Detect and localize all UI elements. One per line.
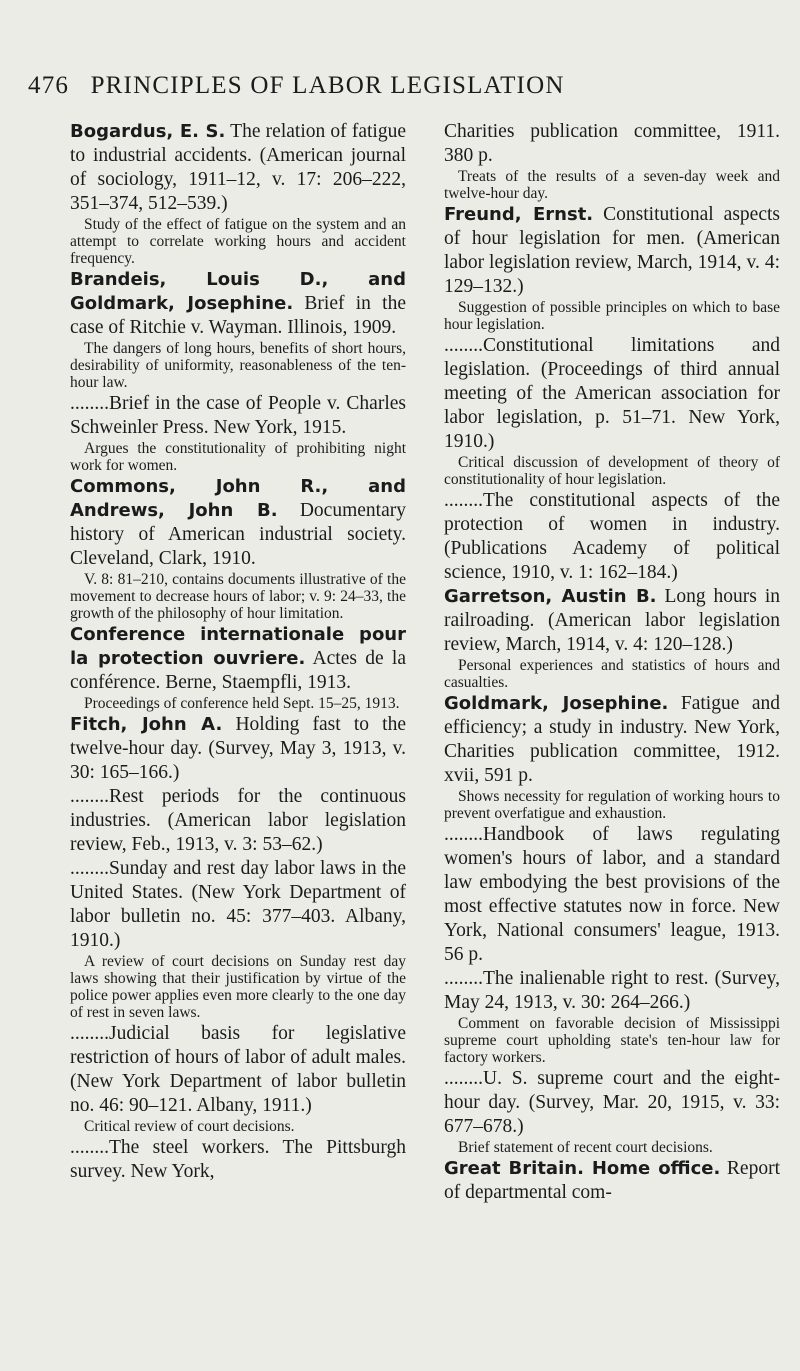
entry-annotation: Comment on favorable decision of Mississippi supreme court upholding state's ten-hour law for factory workers. (444, 1015, 780, 1066)
left-column (70, 120, 406, 1205)
entry-citation (70, 857, 406, 953)
entry-author: Goldmark, Josephine. (444, 693, 669, 714)
bibliography-entry (70, 392, 406, 474)
entry-author: Freund, Ernst. (444, 204, 594, 225)
entry-text: ........The inalienable right to rest. (Survey, May 24, 1913, v. 30: 264–266.) (444, 968, 780, 1013)
entry-text: Constitutional aspects of hour legislation for men. (American labor legislation review, March, 1914, v. 4: 129–132.) (444, 204, 780, 297)
entry-annotation: Brief statement of recent court decisions. (458, 1139, 713, 1156)
entry-citation (70, 268, 406, 340)
bibliography-entry (444, 120, 780, 202)
entry-annotation: Critical review of court decisions. (84, 1118, 295, 1135)
entry-citation (70, 475, 406, 571)
entry-annotation: Critical discussion of development of theory of constitutionality of hour legislation. (444, 454, 780, 488)
entry-citation (444, 1067, 780, 1139)
entry-text: ........Rest periods for the continuous industries. (American labor legislation review, Feb., 1913, v. 3: 53–62.) (70, 786, 406, 855)
entry-text: Fatigue and efficiency; a study in industry. New York, Charities publication committee, 1912. xvii, 591 p. (444, 693, 780, 786)
bibliography-entry (444, 334, 780, 488)
entry-citation (70, 1022, 406, 1118)
entry-citation (70, 623, 406, 695)
entry-text: Holding fast to the twelve-hour day. (Survey, May 3, 1913, v. 30: 165–166.) (70, 714, 406, 783)
entry-annotation: Argues the constitutionality of prohibiting night work for women. (70, 440, 406, 474)
entry-annotation: V. 8: 81–210, contains documents illustrative of the movement to decrease hours of labor; v. 9: 24–33, the growth of the philosophy of hour limitation. (70, 571, 406, 622)
entry-citation (444, 585, 780, 657)
entry-annotation: Treats of the results of a seven-day week and twelve-hour day. (444, 168, 780, 202)
entry-citation (70, 785, 406, 857)
entry-citation (444, 489, 780, 585)
entry-text: Charities publication committee, 1911. 380 p. (444, 121, 780, 166)
bibliography-entry (70, 857, 406, 1021)
entry-text: ........Judicial basis for legislative restriction of hours of labor of adult males. (New York Department of labor bulletin no. 46: 90–121. Albany, 1911.) (70, 1023, 406, 1116)
bibliography-entry (444, 203, 780, 333)
entry-author: Great Britain. Home office. (444, 1158, 721, 1179)
entry-author: Conference internationale pour la protection ouvriere. (70, 624, 406, 669)
bibliography-entry (444, 967, 780, 1066)
bibliography-entry (70, 475, 406, 622)
entry-author: Bogardus, E. S. (70, 121, 226, 142)
bibliography-entry (70, 623, 406, 712)
entry-citation (444, 823, 780, 967)
entry-text: Documentary history of American industrial society. Cleveland, Clark, 1910. (70, 500, 406, 569)
entry-text: ........The steel workers. The Pittsburgh survey. New York, (70, 1137, 406, 1182)
bibliography-entry (70, 268, 406, 391)
entry-author: Commons, John R., and Andrews, John B. (70, 476, 406, 521)
entry-text: ........Sunday and rest day labor laws in the United States. (New York Department of labor bulletin no. 45: 377–403. Albany, 1910.) (70, 858, 406, 951)
entry-annotation: Study of the effect of fatigue on the system and an attempt to correlate working hours and accident frequency. (70, 216, 406, 267)
bibliography-entry (70, 120, 406, 267)
entry-text: Long hours in railroading. (American labor legislation review, March, 1914, v. 4: 120–128.) (444, 586, 780, 655)
page-number: 476 (28, 72, 70, 99)
entry-citation (444, 967, 780, 1015)
entry-citation (444, 120, 780, 168)
entry-text: ........U. S. supreme court and the eight-hour day. (Survey, Mar. 20, 1915, v. 33: 677–678.) (444, 1068, 780, 1137)
entry-citation (70, 392, 406, 440)
entry-text: ........Constitutional limitations and legislation. (Proceedings of third annual meeting of the American association for labor legislation, p. 51–71. New York, 1910.) (444, 335, 780, 452)
bibliography-entry (70, 1022, 406, 1135)
entry-citation (70, 1136, 406, 1184)
running-header (28, 72, 768, 100)
entry-author: Fitch, John A. (70, 714, 223, 735)
right-column (444, 120, 780, 1205)
running-title: PRINCIPLES OF LABOR LEGISLATION (90, 72, 565, 99)
bibliography-entry (444, 489, 780, 585)
entry-author: Brandeis, Louis D., and Goldmark, Josephine. (70, 269, 406, 314)
entry-text: ........Handbook of laws regulating women's hours of labor, and a standard law embodying the best provisions of the most effective statutes now in force. New York, National consumers' league, 1913. 56 p. (444, 824, 780, 965)
entry-text: ........The constitutional aspects of the protection of women in industry. (Publications Academy of political science, 1910, v. 1: 162–184.) (444, 490, 780, 583)
entry-citation (70, 713, 406, 785)
bibliography-entry (444, 692, 780, 822)
entry-citation (444, 334, 780, 454)
entry-citation (444, 692, 780, 788)
bibliography-entry (70, 713, 406, 785)
bibliography-entry (70, 1136, 406, 1184)
entry-text: Brief in the case of Ritchie v. Wayman. Illinois, 1909. (70, 293, 406, 338)
entry-author: Garretson, Austin B. (444, 586, 657, 607)
entry-annotation: The dangers of long hours, benefits of short hours, desirability of uniformity, reasonableness of the ten-hour law. (70, 340, 406, 391)
bibliography-entry (444, 1157, 780, 1205)
bibliography-entry (444, 585, 780, 691)
entry-text: ........Brief in the case of People v. Charles Schweinler Press. New York, 1915. (70, 393, 406, 438)
bibliography-columns (70, 120, 780, 1205)
entry-annotation: Personal experiences and statistics of hours and casualties. (444, 657, 780, 691)
entry-annotation: Suggestion of possible principles on which to base hour legislation. (444, 299, 780, 333)
entry-citation (444, 1157, 780, 1205)
entry-citation (444, 203, 780, 299)
bibliography-entry (444, 1067, 780, 1156)
entry-citation (70, 120, 406, 216)
entry-annotation: A review of court decisions on Sunday rest day laws showing that their justification by virtue of the police power applies even more clearly to the one day of rest in seven laws. (70, 953, 406, 1021)
entry-text: Report of departmental com- (444, 1158, 780, 1203)
entry-annotation: Proceedings of conference held Sept. 15–25, 1913. (84, 695, 400, 712)
entry-annotation: Shows necessity for regulation of working hours to prevent overfatigue and exhaustion. (444, 788, 780, 822)
bibliography-entry (70, 785, 406, 857)
entry-text: The relation of fatigue to industrial accidents. (American journal of sociology, 1911–12, v. 17: 206–222, 351–374, 512–539.) (70, 121, 406, 214)
entry-text: Actes de la conférence. Berne, Staempfli, 1913. (70, 648, 406, 693)
bibliography-entry (444, 823, 780, 967)
